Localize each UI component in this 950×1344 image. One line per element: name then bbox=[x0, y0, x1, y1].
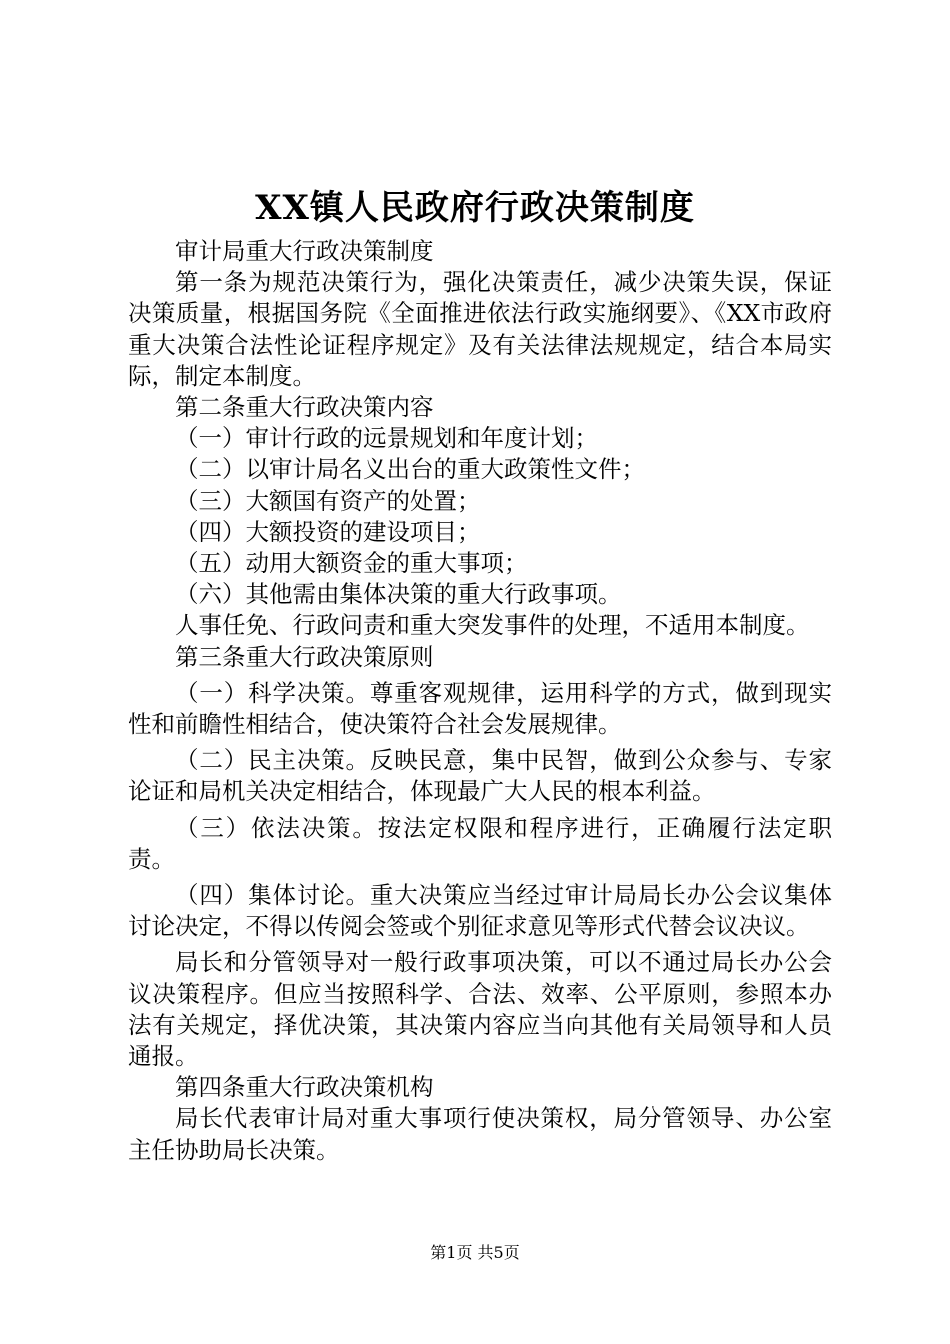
paragraph-principle-4: （四）集体讨论。重大决策应当经过审计局局长办公会议集体讨论决定，不得以传阅会签或个别征求意见等形式代替会议决议。 bbox=[128, 881, 832, 941]
paragraph-exclusion: 人事任免、行政问责和重大突发事件的处理，不适用本制度。 bbox=[175, 611, 810, 640]
paragraph-article-2-heading: 第二条重大行政决策内容 bbox=[175, 393, 434, 422]
paragraph-article-3-heading: 第三条重大行政决策原则 bbox=[175, 642, 434, 671]
paragraph-principle-2: （二）民主决策。反映民意，集中民智，做到公众参与、专家论证和局机关决定相结合，体现最广大人民的根本利益。 bbox=[128, 746, 832, 806]
list-item: （五）动用大额资金的重大事项； bbox=[175, 549, 528, 578]
list-item: （一）审计行政的远景规划和年度计划； bbox=[175, 424, 598, 453]
list-item: （二）以审计局名义出台的重大政策性文件； bbox=[175, 455, 645, 484]
paragraph-principle-1: （一）科学决策。尊重客观规律，运用科学的方式，做到现实性和前瞻性相结合，使决策符合社会发展规律。 bbox=[128, 678, 832, 739]
list-item: （六）其他需由集体决策的重大行政事项。 bbox=[175, 580, 622, 609]
paragraph-general-decision: 局长和分管领导对一般行政事项决策，可以不通过局长办公会议决策程序。但应当按照科学、合法、效率、公平原则，参照本办法有关规定，择优决策，其决策内容应当向其他有关局领导和人员通报。 bbox=[128, 948, 832, 1071]
paragraph-article-4-heading: 第四条重大行政决策机构 bbox=[175, 1073, 434, 1102]
document-body bbox=[128, 236, 832, 1166]
page-footer: 第1页 共5页 bbox=[430, 1243, 520, 1262]
paragraph-principle-3: （三）依法决策。按法定权限和程序进行，正确履行法定职责。 bbox=[128, 813, 832, 873]
list-item: （四）大额投资的建设项目； bbox=[175, 517, 481, 546]
document-title: XX镇人民政府行政决策制度 bbox=[255, 188, 695, 228]
paragraph-article-1: 第一条为规范决策行为，强化决策责任，减少决策失误，保证决策质量，根据国务院《全面推进依法行政实施纲要》、《XX市政府重大决策合法性论证程序规定》及有关法律法规规定，结合本局实际，制定本制度。 bbox=[128, 268, 832, 390]
list-item: （三）大额国有资产的处置； bbox=[175, 486, 481, 515]
paragraph-heading: 审计局重大行政决策制度 bbox=[175, 237, 434, 265]
paragraph-article-4-body: 局长代表审计局对重大事项行使决策权，局分管领导、办公室主任协助局长决策。 bbox=[128, 1104, 832, 1164]
